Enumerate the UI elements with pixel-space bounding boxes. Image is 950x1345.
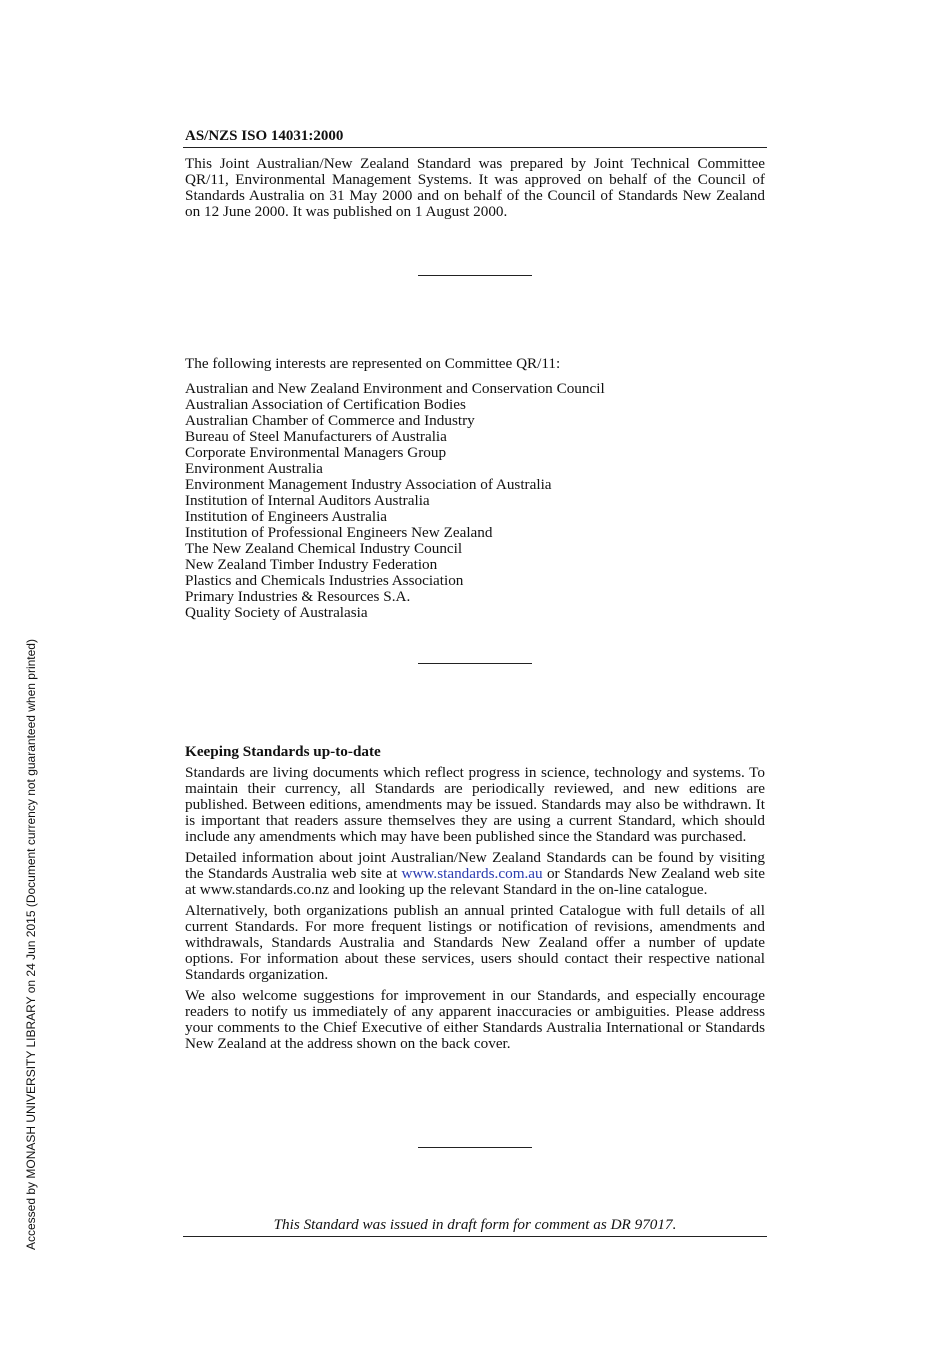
list-item: Plastics and Chemicals Industries Association <box>185 572 464 589</box>
section-divider-1 <box>418 275 532 276</box>
document-header <box>183 127 767 148</box>
list-item: Institution of Internal Auditors Australia <box>185 492 430 509</box>
access-watermark: Accessed by MONASH UNIVERSITY LIBRARY on 24 Jun 2015 (Document currency not guaranteed when printed) <box>24 639 38 1250</box>
list-item: Australian Chamber of Commerce and Industry <box>185 412 475 429</box>
keeping-paragraph-3: Alternatively, both organizations publish an annual printed Catalogue with full details of all current Standards. For more frequent listings or notification of revisions, amendments and withdrawals, Standards Australia and Standards New Zealand offer a number of update options. For information about these services, users should contact their respective national Standards organization. <box>185 902 765 983</box>
list-item: Bureau of Steel Manufacturers of Australia <box>185 428 447 445</box>
committee-section <box>185 356 765 621</box>
committee-intro: The following interests are represented on Committee QR/11: <box>185 355 561 372</box>
list-item: Environment Management Industry Association of Australia <box>185 476 552 493</box>
section-divider-3 <box>418 1147 532 1148</box>
section-divider-2 <box>418 663 532 664</box>
preparation-paragraph <box>185 156 765 225</box>
list-item: Australian Association of Certification Bodies <box>185 396 466 413</box>
standards-australia-link[interactable]: www.standards.com.au <box>401 865 543 882</box>
keeping-paragraph-2-end: or Standards New Zealand web site at www.standards.co.nz and looking up the relevant Standard in the on-line catalogue. <box>185 865 766 898</box>
list-item: Corporate Environmental Managers Group <box>185 444 447 461</box>
keeping-paragraph-4: We also welcome suggestions for improvement in our Standards, and especially encourage readers to notify us immediately of any apparent inaccuracies or ambiguities. Please address your comments to the Chief Executive of either Standards Australia International or Standards New Zealand at the address shown on the back cover. <box>185 987 765 1052</box>
committee-member-list <box>185 381 765 621</box>
list-item: Environment Australia <box>185 460 323 477</box>
preparation-text: This Joint Australian/New Zealand Standard was prepared by Joint Technical Committee QR/11, Environmental Management Systems. It was approved on behalf of the Council of Standards Australia on 31 May 2000 and on behalf of the Council of Standards New Zealand on 12 June 2000. It was published on 1 August 2000. <box>185 155 765 220</box>
keeping-paragraph-1: Standards are living documents which reflect progress in science, technology and systems. To maintain their currency, all Standards are periodically reviewed, and new editions are published. Between editions, amendments may be issued. Standards may also be withdrawn. It is important that readers assure themselves they are using a current Standard, which should include any amendments which may have been published since the Standard was purchased. <box>185 764 765 845</box>
list-item: Institution of Engineers Australia <box>185 508 388 525</box>
list-item: The New Zealand Chemical Industry Council <box>185 540 463 557</box>
list-item: New Zealand Timber Industry Federation <box>185 556 438 573</box>
keeping-paragraph-2-start: Detailed information about joint Australian/New Zealand Standards can be found by visiting the Standards Australia web site at <box>185 849 765 882</box>
keeping-standards-section <box>185 744 765 1057</box>
document-id: AS/NZS ISO 14031:2000 <box>185 128 344 144</box>
section-heading: Keeping Standards up-to-date <box>185 743 381 760</box>
list-item: Primary Industries & Resources S.A. <box>185 588 411 605</box>
list-item: Institution of Professional Engineers New Zealand <box>185 524 493 541</box>
keeping-paragraph-2 <box>185 850 765 898</box>
list-item: Australian and New Zealand Environment and Conservation Council <box>185 380 605 397</box>
draft-note: This Standard was issued in draft form for comment as DR 97017. <box>183 1216 767 1237</box>
list-item: Quality Society of Australasia <box>185 604 368 621</box>
